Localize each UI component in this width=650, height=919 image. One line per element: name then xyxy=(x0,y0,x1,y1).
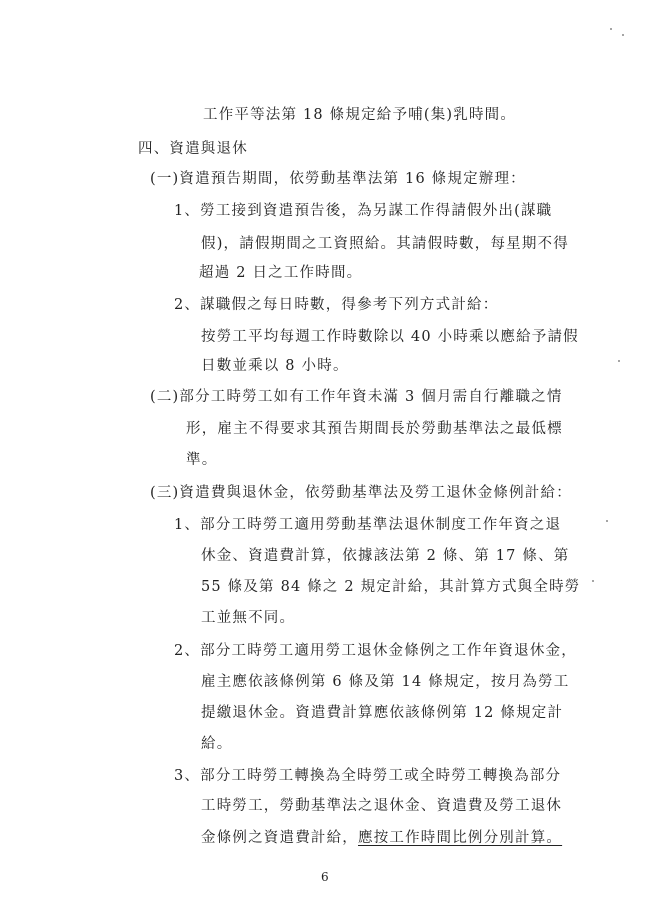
scan-speck xyxy=(618,360,620,362)
underlined-text-segment: 應按工作時間比例分別計算。 xyxy=(358,830,563,846)
text-line: 日數並乘以 8 小時。 xyxy=(201,358,349,374)
text-line: 按勞工平均每週工作時數除以 40 小時乘以應給予請假 xyxy=(201,329,579,345)
text-line: 提繳退休金。資遣費計算應依該條例第 12 條規定計 xyxy=(201,705,564,721)
text-line: 給。 xyxy=(201,736,233,752)
text-line: 2、部分工時勞工適用勞工退休金條例之工作年資退休金， xyxy=(174,643,577,659)
scan-speck xyxy=(606,520,608,522)
text-line: 工時勞工，勞動基準法之退休金、資遣費及勞工退休 xyxy=(201,798,563,814)
subsection-heading: (二)部分工時勞工如有工作年資未滿 3 個月需自行離職之情 xyxy=(150,389,563,405)
text-line: 2、謀職假之每日時數，得參考下列方式計給： xyxy=(174,297,499,313)
scan-speck xyxy=(622,34,624,36)
text-line: 1、勞工接到資遣預告後，為另謀工作得請假外出(謀職 xyxy=(174,203,553,219)
text-line: 超過 2 日之工作時間。 xyxy=(199,265,363,281)
text-line: 1、部分工時勞工適用勞動基準法退休制度工作年資之退 xyxy=(174,517,562,533)
text-line: 3、部分工時勞工轉換為全時勞工或全時勞工轉換為部分 xyxy=(174,768,562,784)
text-line: 休金、資遣費計算，依據該法第 2 條、第 17 條、第 xyxy=(201,548,570,564)
page-number: 6 xyxy=(321,870,329,884)
text-line xyxy=(201,829,562,847)
text-line: 工作平等法第 18 條規定給予哺(集)乳時間。 xyxy=(203,107,517,123)
scan-speck xyxy=(592,580,594,582)
subsection-heading: (一)資遣預告期間，依勞動基準法第 16 條規定辦理： xyxy=(150,171,526,187)
text-line: 雇主應依該條例第 6 條及第 14 條規定，按月為勞工 xyxy=(201,674,570,690)
text-line: 55 條及第 84 條之 2 規定計給，其計算方式與全時勞 xyxy=(201,579,581,595)
text-line: 假)，請假期間之工資照給。其請假時數，每星期不得 xyxy=(201,236,569,252)
text-line: 形，雇主不得要求其預告期間長於勞動基準法之最低標 xyxy=(186,421,563,437)
section-heading: 四、資遣與退休 xyxy=(138,141,248,157)
text-line: 工並無不同。 xyxy=(201,610,296,626)
text-line: 準。 xyxy=(186,452,218,468)
text-segment: 金條例之資遣費計給， xyxy=(201,830,358,846)
subsection-heading: (三)資遣費與退休金，依勞動基準法及勞工退休金條例計給： xyxy=(150,485,572,501)
scan-speck xyxy=(610,28,612,30)
